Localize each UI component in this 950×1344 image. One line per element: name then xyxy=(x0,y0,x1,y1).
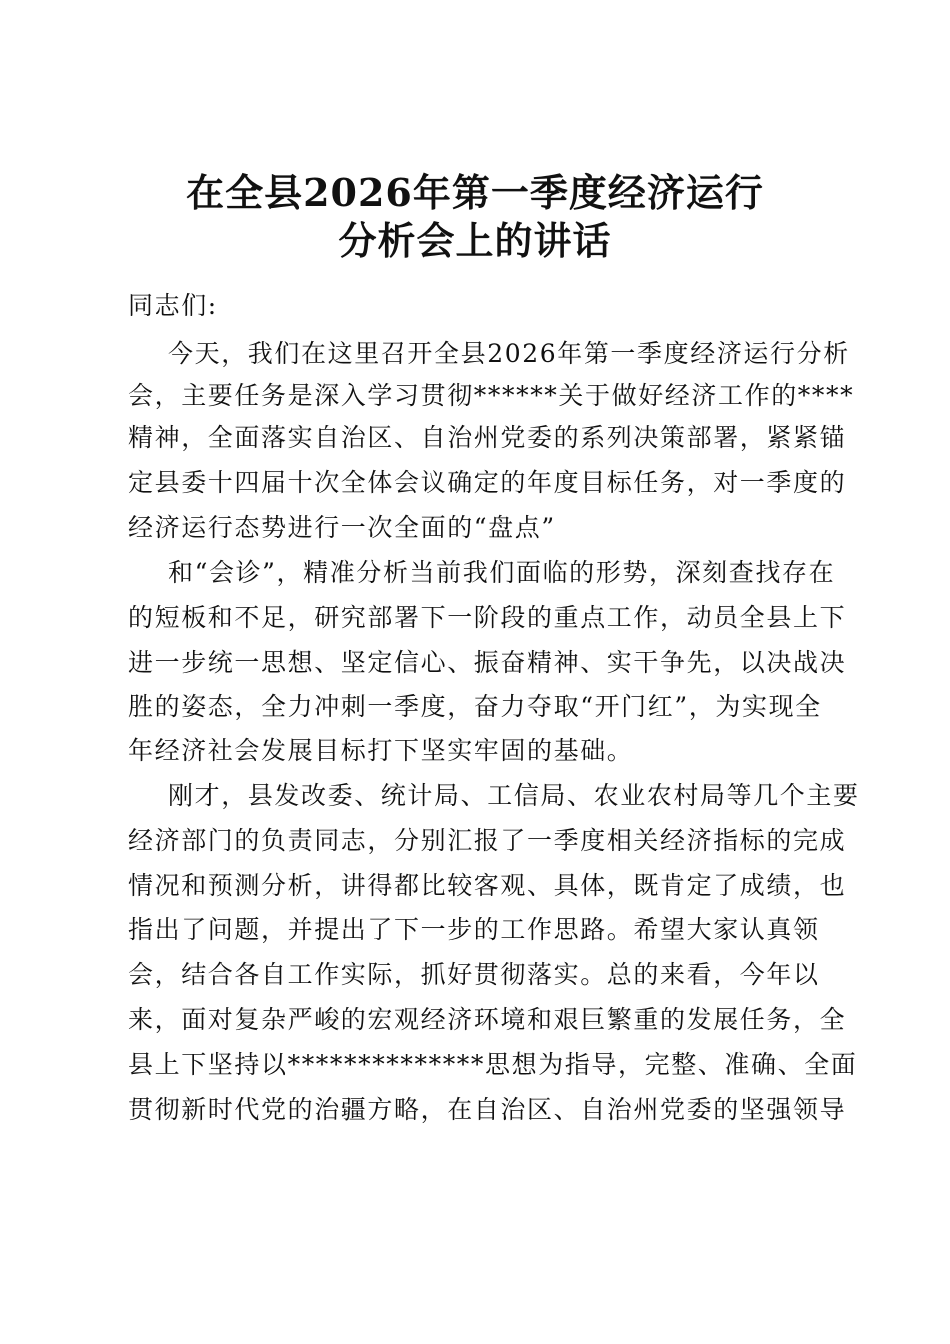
paragraph-3-line: 指出了问题，并提出了下一步的工作思路。希望大家认真领 xyxy=(128,915,820,944)
paragraph-2-line: 和“会诊”，精准分析当前我们面临的形势，深刻查找存在 xyxy=(168,558,836,587)
paragraph-1-line: 会，主要任务是深入学习贯彻******关于做好经济工作的**** xyxy=(128,381,855,410)
document-title-line-1: 在全县2026年第一季度经济运行 xyxy=(186,170,764,215)
paragraph-3-line: 经济部门的负责同志，分别汇报了一季度相关经济指标的完成 xyxy=(128,826,847,855)
paragraph-1-line: 经济运行态势进行一次全面的“盘点” xyxy=(128,513,556,542)
paragraph-3-line: 会，结合各自工作实际，抓好贯彻落实。总的来看，今年以 xyxy=(128,960,820,989)
paragraph-1-line: 精神，全面落实自治区、自治州党委的系列决策部署，紧紧锚 xyxy=(128,423,847,452)
paragraph-3-line: 刚才，县发改委、统计局、工信局、农业农村局等几个主要 xyxy=(168,781,860,810)
paragraph-3-line: 来，面对复杂严峻的宏观经济环境和艰巨繁重的发展任务，全 xyxy=(128,1005,847,1034)
salutation: 同志们: xyxy=(128,291,218,320)
paragraph-3-line: 贯彻新时代党的治疆方略，在自治区、自治州党委的坚强领导 xyxy=(128,1095,847,1124)
paragraph-2-line: 胜的姿态，全力冲刺一季度，奋力夺取“开门红”，为实现全 xyxy=(128,692,822,721)
paragraph-3-line: 县上下坚持以**************思想为指导，完整、准确、全面 xyxy=(128,1050,858,1079)
paragraph-1-line: 今天，我们在这里召开全县2026年第一季度经济运行分析 xyxy=(168,339,850,368)
paragraph-2-line: 进一步统一思想、坚定信心、振奋精神、实干争先，以决战决 xyxy=(128,648,847,677)
document-title-line-2: 分析会上的讲话 xyxy=(338,218,612,263)
paragraph-2-line: 的短板和不足，研究部署下一阶段的重点工作，动员全县上下 xyxy=(128,603,847,632)
paragraph-1-line: 定县委十四届十次全体会议确定的年度目标任务，对一季度的 xyxy=(128,468,847,497)
paragraph-2-line: 年经济社会发展目标打下坚实牢固的基础。 xyxy=(128,736,634,765)
paragraph-3-line: 情况和预测分析，讲得都比较客观、具体，既肯定了成绩，也 xyxy=(128,871,847,900)
